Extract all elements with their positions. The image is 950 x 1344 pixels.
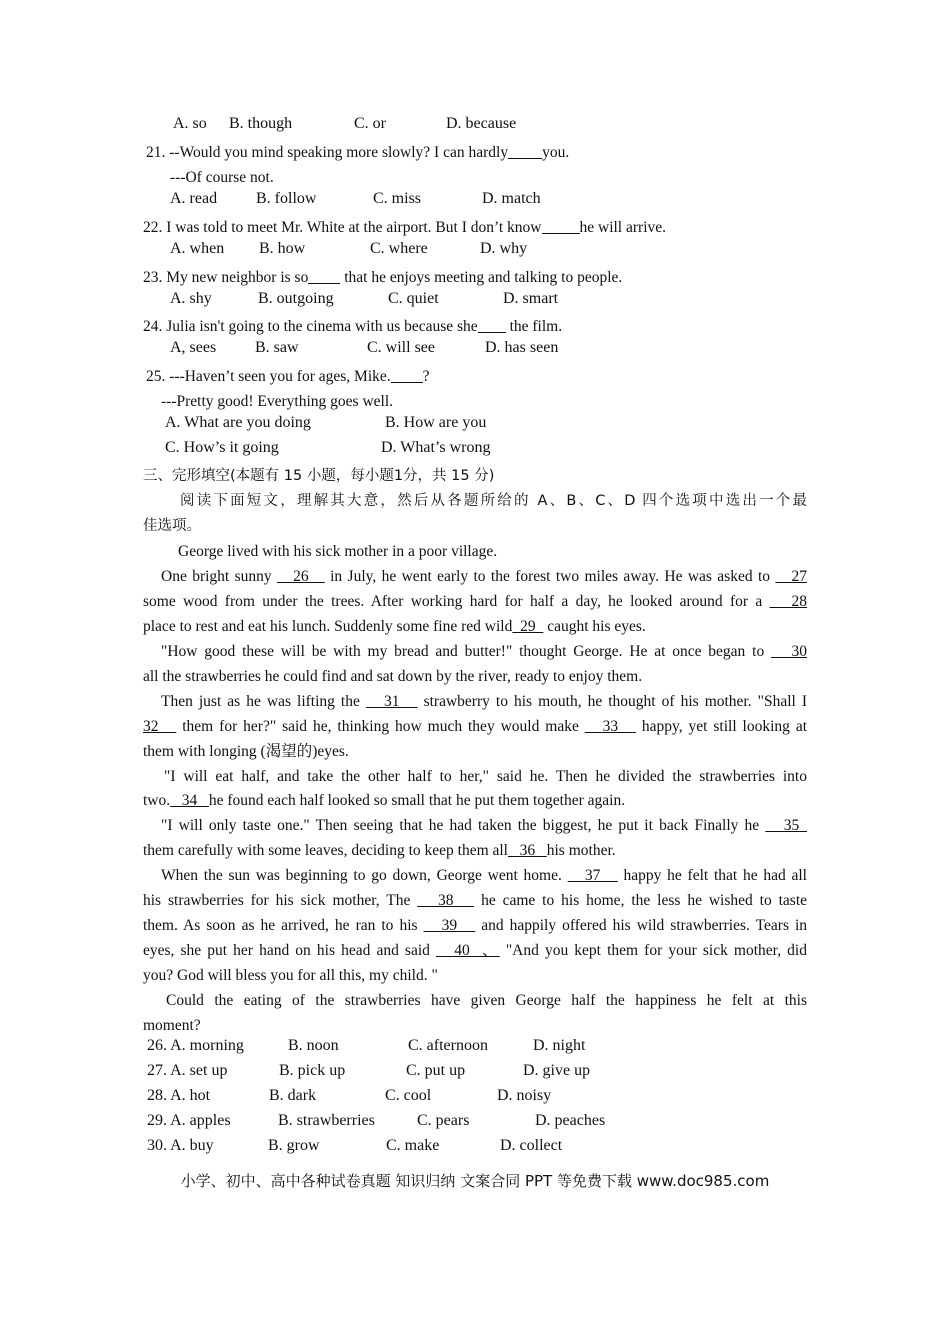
passage-line: moment? [143, 1017, 201, 1034]
option: A, sees [170, 339, 217, 356]
option: B. how [259, 240, 306, 257]
option: D. night [533, 1037, 586, 1054]
option: B. saw [255, 339, 299, 356]
option: B. pick up [279, 1062, 346, 1079]
option: C. where [370, 240, 428, 257]
passage-line: some wood from under the trees. After working hard for half a day, he looked around for a 28 [143, 593, 808, 610]
passage-line: two. 34 he found each half looked so small that he put them together again. [143, 792, 626, 809]
passage-line: Then just as he was lifting the 31 strawberry to his mouth, he thought of his mother. "Shall I [161, 693, 808, 710]
option: A. shy [170, 290, 212, 307]
passage-line: all the strawberries he could find and sat down by the river, ready to enjoy them. [143, 668, 643, 685]
blank-35: 35 [765, 817, 808, 834]
blank-29: 29 [512, 618, 544, 635]
option: D. peaches [535, 1112, 606, 1129]
option: 26. A. morning [147, 1037, 244, 1054]
answer-blank [391, 366, 423, 383]
passage-line: place to rest and eat his lunch. Suddenly some fine red wild 29 caught his eyes. [143, 618, 646, 635]
option: C. miss [373, 190, 422, 207]
q24-stem: 24. Julia isn't going to the cinema with us because she the film. [143, 318, 563, 335]
option: C. or [354, 115, 386, 132]
q23-stem: 23. My new neighbor is so that he enjoys meeting and talking to people. [143, 269, 623, 286]
passage-line: them carefully with some leaves, deciding to keep them all 36 his mother. [143, 842, 616, 859]
blank-34: 34 [170, 792, 209, 809]
option: D. noisy [497, 1087, 552, 1104]
option: B. noon [288, 1037, 339, 1054]
passage-line: his strawberries for his sick mother, The 38 he came to his home, the less he wished to taste [143, 892, 808, 909]
answer-blank [308, 267, 340, 284]
option: B. follow [256, 190, 317, 207]
option: C. cool [385, 1087, 432, 1104]
option: A. so [173, 115, 207, 132]
passage-line: "I will eat half, and take the other half to her," said he. Then he divided the strawberries into [164, 768, 807, 785]
option: D. match [482, 190, 541, 207]
blank-40: 40 、 [436, 942, 500, 959]
option: D. What’s wrong [381, 439, 491, 456]
option: D. smart [503, 290, 559, 307]
passage-line: "I will only taste one." Then seeing that he had taken the biggest, he put it back Finally he 35 [161, 817, 808, 834]
option: C. pears [417, 1112, 470, 1129]
blank-32: 32 [143, 718, 177, 735]
option: D. has seen [485, 339, 559, 356]
passage-line: them with longing (渴望的)eyes. [143, 743, 349, 760]
option: B. How are you [385, 414, 487, 431]
section-heading: 三、完形填空(本题有 15 小题，每小题1分，共 15 分) [143, 468, 495, 484]
blank-33: 33 [584, 718, 636, 735]
option: C. How’s it going [165, 439, 279, 456]
option: B. though [229, 115, 293, 132]
option: B. dark [269, 1087, 317, 1104]
q25-answer-line: ---Pretty good! Everything goes well. [161, 393, 394, 410]
answer-blank [508, 142, 542, 159]
blank-38: 38 [417, 892, 475, 909]
blank-31: 31 [365, 693, 418, 710]
q22-stem: 22. I was told to meet Mr. White at the airport. But I don’t know he will arrive. [143, 219, 667, 236]
option: A. What are you doing [165, 414, 311, 431]
option: A. when [170, 240, 225, 257]
option: D. because [446, 115, 517, 132]
blank-26: 26 [277, 568, 325, 585]
option: 27. A. set up [147, 1062, 228, 1079]
option: C. will see [367, 339, 435, 356]
answer-blank [478, 316, 506, 333]
option: C. put up [406, 1062, 466, 1079]
q25-stem: 25. ---Haven’t seen you for ages, Mike. ? [146, 368, 430, 385]
q21-stem: 21. --Would you mind speaking more slowly? I can hardly you. [146, 144, 570, 161]
option: B. strawberries [278, 1112, 375, 1129]
passage-line: Could the eating of the strawberries have given George half the happiness he felt at this [166, 992, 807, 1009]
blank-30: 30 [771, 643, 808, 660]
option: 29. A. apples [147, 1112, 231, 1129]
page-footer: 小学、初中、高中各种试卷真题 知识归纳 文案合同 PPT 等免费下载 www.doc985.com [180, 1172, 770, 1190]
passage-line: 32 them for her?" said he, thinking how much they would make 33 happy, yet still looking at [143, 718, 808, 735]
answer-blank [542, 217, 580, 234]
option: 30. A. buy [147, 1137, 214, 1154]
option: C. quiet [388, 290, 439, 307]
blank-37: 37 [567, 867, 618, 884]
option: D. why [480, 240, 528, 257]
blank-27: 27 [775, 568, 808, 585]
blank-28: 28 [769, 593, 808, 610]
passage-line: "How good these will be with my bread and butter!" thought George. He at once began to 30 [161, 643, 808, 660]
option: C. afternoon [408, 1037, 488, 1054]
passage-line: George lived with his sick mother in a poor village. [178, 543, 498, 560]
passage-line: you? God will bless you for all this, my child. " [143, 967, 438, 984]
section-instructions-cont: 佳选项。 [143, 518, 201, 534]
blank-36: 36 [508, 842, 547, 859]
option: B. grow [268, 1137, 320, 1154]
option: C. make [386, 1137, 440, 1154]
option: 28. A. hot [147, 1087, 211, 1104]
passage-line: them. As soon as he arrived, he ran to his 39 and happily offered his wild strawberries. Tears in [143, 917, 808, 934]
q21-answer-line: ---Of course not. [170, 169, 274, 186]
blank-39: 39 [423, 917, 476, 934]
option: A. read [170, 190, 218, 207]
passage-line: One bright sunny 26 in July, he went early to the forest two miles away. He was asked to 27 [161, 568, 808, 585]
option: D. give up [523, 1062, 591, 1079]
section-instructions: 阅读下面短文，理解其大意，然后从各题所给的 A、B、C、D 四个选项中选出一个最 [180, 493, 807, 509]
option: D. collect [500, 1137, 563, 1154]
passage-line: When the sun was beginning to go down, George went home. 37 happy he felt that he had all [161, 867, 807, 884]
option: B. outgoing [258, 290, 334, 307]
passage-line: eyes, she put her hand on his head and said 40 、 "And you kept them for your sick mother, did [143, 942, 807, 959]
